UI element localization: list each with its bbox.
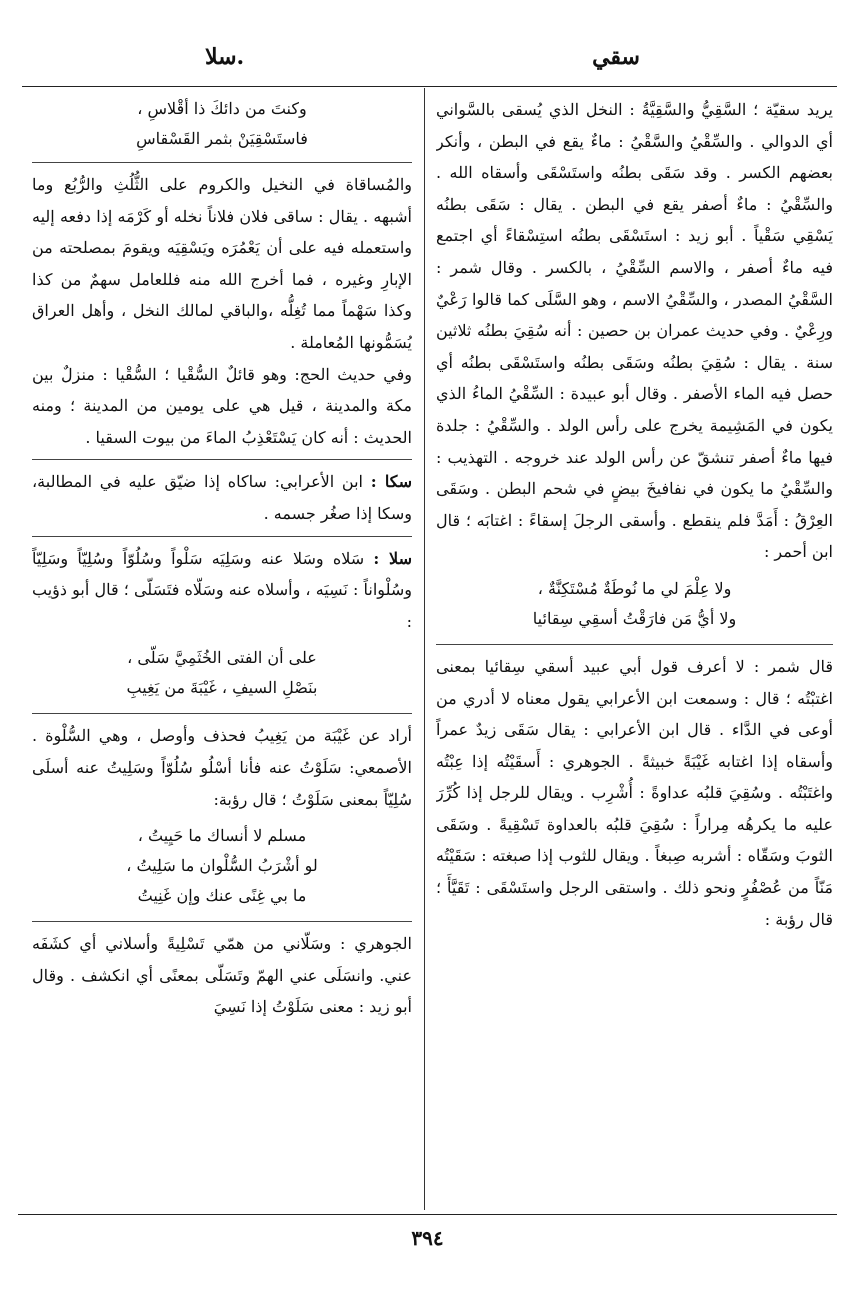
right-verse-1 xyxy=(436,574,833,634)
page-number: ٣٩٤ xyxy=(411,1226,444,1250)
left-verse-2 xyxy=(32,821,412,911)
verse-line: وكنتَ من دائكَ ذا أقْلاسِ ، xyxy=(137,99,307,118)
column-divider xyxy=(424,88,425,1210)
left-column xyxy=(32,94,412,1206)
left-paragraph-1: والمُساقاة في النخيل والكروم على الثُّلُثِ والرُّبُع وما أشبهه . يقال : ساقى فلان فلاناً نخله أو كَرْمَه إذا دفعه إليه واستعمله فيه على أن يَعْمُرَه ويَسْقِيَه ويقومَ بمصلحته من الإبارِ وغيره ، فما أخرج الله منه فللعامل سهمٌ من كذا وكذا سَهْماً مما تُغِلُّه ،والباقي لمالك النخل ، وأهل العراق يُسَمُّونها المُعاملة . xyxy=(32,175,412,352)
section-rule xyxy=(32,162,412,163)
entry-sala-text: سَلاه وسَلا عنه وسَلِيَه سَلْواً وسُلُوّاً وسُلِيّاً وسَلِيّاً وسُلْواناً : نَسِيَه ، وأسلاه عنه وسَلّاه فتَسَلّى ؛ قال أبو ذؤيب : xyxy=(32,548,412,631)
right-paragraph-2: قال شمر : لا أعرف قول أبي عبيد أسقي سِقائيا بمعنى اغتبْتُه ؛ قال : وسمعت ابن الأعرابي يقول معناه لا أدري من أوعى في الدَّاء . قال ابن الأعرابي : يقال سَقَى زيدٌ عمراً وأسقاه إذا اغتابه غَيْبَةً خبيثةً . الجوهري : أَسقَيْتُه إذا عِبْتُه واغتَبْتُه . وسُقِيَ قلبُه عداوةً : أُشْرِب . ويقال للرجل إذا كُرِّرَ عليه ما يكرهُه مِراراً : سُقِيَ قلبُه بالعداوة تَسْقِيةً . وسَقَى الثوبَ وسَقّاه : أشربه صِبغاً . ويقال للثوب إذا صبغته : سَقَيْتُه مَنّاً من عُصْفُرٍ ونحو ذلك . واستقى الرجل واستَسْقَى : تَقَيَّأَ ؛ قال رؤبة : xyxy=(436,656,833,929)
header-rule xyxy=(22,86,837,87)
verse-line: لو أشْرَبُ السُّلْوان ما سَلِيتُ ، xyxy=(126,856,318,876)
verse-line: ولا عِلْمَ لي ما نُوطَةٌ مُسْتَكِنَّةٌ ، xyxy=(537,578,732,598)
section-rule xyxy=(436,644,833,645)
section-rule xyxy=(32,921,412,922)
headword-sakka: سكا : xyxy=(370,472,412,492)
left-paragraph-4: الجوهري : وسَلّاني من همّي تَسْلِيةً وأسلاني أي كشَفَه عني. وانسَلَى عني الهمّ وتَسَلّى بمعنًى أي انكشف . وقال أبو زيد : معنى سَلَوْتُ إذا نَسِيَ xyxy=(32,934,412,1017)
running-head-right: سقي xyxy=(592,44,640,70)
verse-line: بنَصْلِ السيفِ ، غَيْبَةَ من يَغِيبِ xyxy=(126,678,318,698)
verse-line: فاستَسْقِيَنْ بثمر القَسْقاسِ xyxy=(136,129,308,148)
entry-sala xyxy=(32,543,412,638)
left-verse-0 xyxy=(32,94,412,154)
verse-line: ولا أيُّ مَن فارَقْتُ أسقِي سِقائيا xyxy=(532,608,737,628)
right-column xyxy=(436,94,833,1206)
verse-line: ما بي غِنًى عنك وإن غَنِيتُ xyxy=(137,886,307,906)
entry-sakka-text: ابن الأعرابي: ساكاه إذا ضيّق عليه في المطالبة، وسكا إذا صغُر جسمه . xyxy=(32,472,412,523)
footer-rule xyxy=(18,1214,837,1215)
section-rule xyxy=(32,713,412,714)
left-verse-1 xyxy=(32,643,412,703)
left-paragraph-2: وفي حديث الحج: وهو قائلٌ السُّقْيا ؛ السُّقْيا : منزلٌ بين مكة والمدينة ، قيل هي على يومين من المدينة ؛ ومنه الحديث : أنه كان يَسْتَعْذِبُ الماءَ من بيوت السقيا . xyxy=(32,364,412,447)
section-rule xyxy=(32,459,412,460)
verse-line: مسلم لا أنساك ما حَيِيتُ ، xyxy=(137,826,307,846)
entry-sakka xyxy=(32,466,412,529)
section-rule xyxy=(32,536,412,537)
left-paragraph-3: أراد عن غَيْبَة من يَغِيبُ فحذف وأوصل ، وهي السُّلْوة . الأصمعي: سَلَوْتُ عنه فأنا أسْلُو سُلُوّاً وسَلِيتُ عنه أسلَى سُلِيّاً بمعنى سَلَوْتُ ؛ قال رؤبة: xyxy=(32,726,412,809)
headword-sala: سلا : xyxy=(373,548,412,568)
right-paragraph-1: يريد سقيّة ؛ السَّقِيُّ والسَّقِيَّةُ : النخل الذي يُسقى بالسَّواني أي الدوالي . والسِّقْيُ والسَّقْيُ : ماءٌ يقع في البطن ، وأنكر بعضهم الكسر . وقد سَقَى بطنُه واستَسْقَى وأسقاه الله . والسِّقْيُ : ماءٌ أصفر يقع في البطن . يقال : سَقَى بطنُه يَسْقِي سَقْياً . أبو زيد : استَسْقَى بطنُه استِسْقاءً أي اجتمع فيه ماءٌ أصفر ، والاسم السِّقْيُ ، بالكسر . وقال شمر : السَّقْيُ المصدر ، والسِّقْيُ الاسم ، وهو السَّلَى كما قالوا رَعْيٌ ورِعْيٌ . وفي حديث عمران بن حصين : أنه سُقِيَ بطنُه ثلاثين سنة . يقال : سُقِيَ بطنُه وسَقَى بطنُه واستَسْقَى بطنُه أي حصل فيه الماء الأصفر . وقال أبو عبيدة : السِّقْيُ الماءُ الذي يكون في المَشِيمة يخرج على رأس الولد . والسِّقْيُ : جلدة فيها ماءٌ أصفر تنشقّ عن رأس الولد عند خروجه . التهذيب : والسِّقْيُ ما يكون في نفافيخَ بيضٍ في شحم البطن . وسَقَى العِرْقُ : أَمَدَّ فلم ينقطع . وأسقى الرجلَ إسقاءً : اغتابَه ؛ قال ابن أحمر : xyxy=(436,100,833,562)
running-head-left: .سلا xyxy=(205,44,245,70)
verse-line: على أن الفتى الخُثَمِيَّ سَلّى ، xyxy=(127,648,317,668)
